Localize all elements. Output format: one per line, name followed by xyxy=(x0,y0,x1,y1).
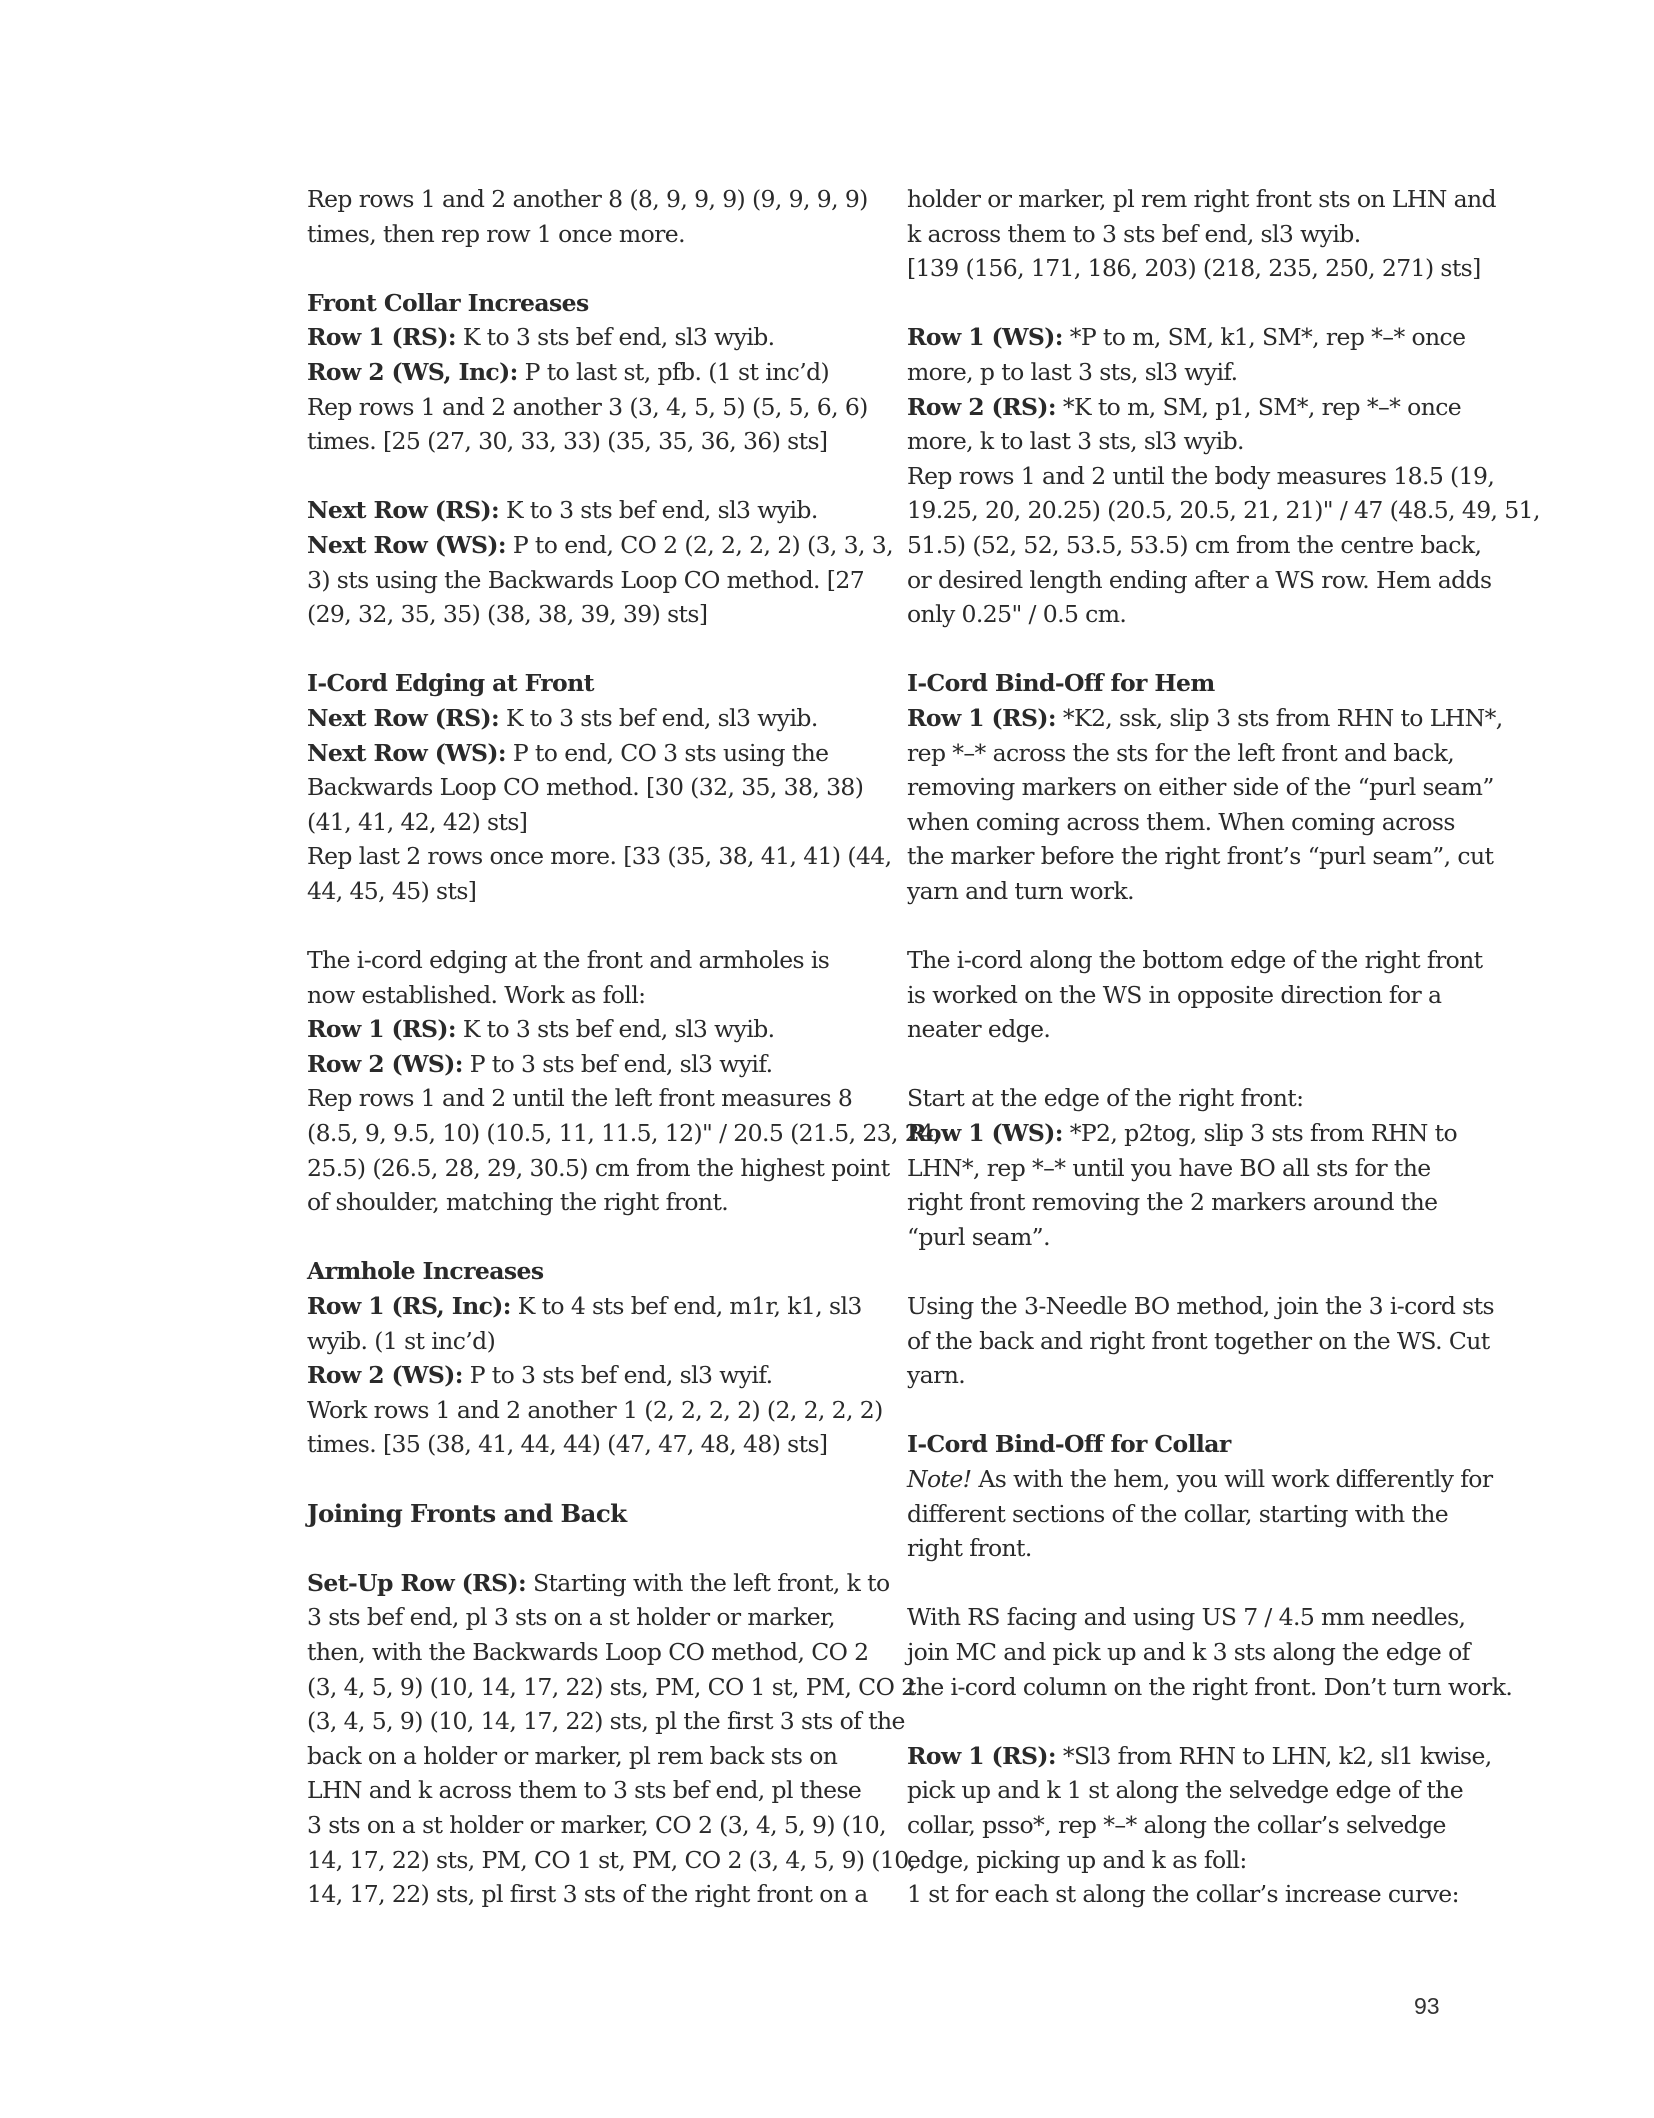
row-text: P to last st, pfb. (1 st inc’d) xyxy=(517,357,830,386)
text-line: holder or marker, pl rem right front sts on LHN and xyxy=(907,185,1496,213)
row-label: Next Row (WS): xyxy=(307,530,506,559)
text-line: 51.5) (52, 52, 53.5, 53.5) cm from the centre back, xyxy=(907,530,1482,559)
icord-front-rs xyxy=(307,701,842,736)
text-line: times, then rep row 1 once more. xyxy=(307,219,685,248)
text-line: times. [35 (38, 41, 44, 44) (47, 47, 48, 48) sts] xyxy=(307,1430,828,1459)
row-text: *P2, p2tog, slip 3 sts from RHN to xyxy=(1062,1119,1458,1148)
text-line: k across them to 3 sts bef end, sl3 wyib. xyxy=(907,219,1361,248)
row-label: Next Row (RS): xyxy=(307,703,500,732)
next-row-rs xyxy=(307,493,842,528)
text-line: join MC and pick up and k 3 sts along the edge of xyxy=(907,1637,1470,1666)
row-label: Row 1 (RS): xyxy=(307,1015,456,1044)
text-line: (3, 4, 5, 9) (10, 14, 17, 22) sts, pl the first 3 sts of the xyxy=(307,1707,905,1736)
front-collar-row1 xyxy=(307,320,842,355)
note-text: As with the hem, you will work differently for xyxy=(971,1464,1493,1493)
text-line: (8.5, 9, 9.5, 10) (10.5, 11, 11.5, 12)" / 20.5 (21.5, 23, 24, xyxy=(307,1119,941,1148)
hem-heading: I-Cord Bind-Off for Hem xyxy=(907,669,1215,698)
text-line: rep *–* across the sts for the left front and back, xyxy=(907,738,1455,767)
armhole-row1 xyxy=(307,1289,862,1324)
text-line: The i-cord edging at the front and armholes is xyxy=(307,946,830,975)
row-text: K to 3 sts bef end, sl3 wyib. xyxy=(499,703,818,732)
intro-paragraph xyxy=(307,182,868,251)
setup-row xyxy=(307,1566,890,1601)
text-line: only 0.25" / 0.5 cm. xyxy=(907,600,1127,629)
row-label: Row 1 (RS, Inc): xyxy=(307,1292,511,1320)
text-line: the marker before the right front’s “purl seam”, cut xyxy=(907,842,1494,871)
text-line: yarn and turn work. xyxy=(907,876,1135,905)
row-label: Row 2 (WS): xyxy=(307,1049,463,1078)
page-number: 93 xyxy=(1414,1993,1440,2019)
joining-heading: Joining Fronts and Back xyxy=(307,1498,627,1528)
row-label: Row 2 (WS): xyxy=(307,1361,463,1390)
hem-section xyxy=(907,666,1503,908)
row-label: Next Row (RS): xyxy=(307,496,500,525)
right-column xyxy=(907,182,1540,1946)
text-line: LHN and k across them to 3 sts bef end, pl these xyxy=(307,1776,862,1805)
row-text: K to 3 sts bef end, sl3 wyib. xyxy=(455,323,775,352)
row-text: P to end, CO 2 (2, 2, 2, 2) (3, 3, 3, xyxy=(505,530,893,559)
text-line: Backwards Loop CO method. [30 (32, 35, 38, 38) xyxy=(307,773,864,802)
text-line: collar, psso*, rep *–* along the collar’s selvedge xyxy=(907,1810,1446,1839)
text-line: edge, picking up and k as foll: xyxy=(907,1845,1247,1874)
text-line: Start at the edge of the right front: xyxy=(907,1084,1304,1113)
text-line: the i-cord column on the right front. Don’t turn work. xyxy=(907,1672,1513,1701)
joining-heading-block xyxy=(307,1497,842,1532)
collar-row1 xyxy=(907,1739,1492,1774)
collar-note xyxy=(907,1462,1493,1497)
row-label: Row 1 (WS): xyxy=(907,323,1063,352)
text-line: 3 sts on a st holder or marker, CO 2 (3, 4, 5, 9) (10, xyxy=(307,1810,886,1839)
body-row2 xyxy=(907,390,1462,425)
text-line: different sections of the collar, starting with the xyxy=(907,1499,1449,1528)
icord-front-section xyxy=(307,666,892,908)
text-line: Rep rows 1 and 2 another 8 (8, 9, 9, 9) (9, 9, 9, 9) xyxy=(307,185,868,213)
row-label: Next Row (WS): xyxy=(307,738,506,767)
front-collar-row2 xyxy=(307,355,842,390)
joining-section xyxy=(307,1566,916,1912)
row-label: Row 1 (RS): xyxy=(907,703,1056,732)
collar-row-section xyxy=(907,1739,1492,1912)
text-line: yarn. xyxy=(907,1361,966,1390)
collar-section xyxy=(907,1427,1493,1565)
text-line: [139 (156, 171, 186, 203) (218, 235, 250, 271) sts] xyxy=(907,254,1481,283)
text-line: then, with the Backwards Loop CO method, CO 2 xyxy=(307,1637,869,1666)
text-line: more, k to last 3 sts, sl3 wyib. xyxy=(907,427,1244,456)
text-line: is worked on the WS in opposite direction for a xyxy=(907,980,1442,1009)
row-label: Set-Up Row (RS): xyxy=(307,1568,527,1597)
front-collar-section xyxy=(307,286,868,459)
text-line: Using the 3-Needle BO method, join the 3 i-cord sts xyxy=(907,1292,1494,1320)
text-line: more, p to last 3 sts, sl3 wyif. xyxy=(907,357,1238,386)
row-text: *P to m, SM, k1, SM*, rep *–* once xyxy=(1062,323,1466,352)
text-line: 25.5) (26.5, 28, 29, 30.5) cm from the highest point xyxy=(307,1153,890,1182)
row-text: P to 3 sts bef end, sl3 wyif. xyxy=(462,1049,773,1078)
row-label: Row 1 (WS): xyxy=(907,1119,1063,1148)
pickup-paragraph xyxy=(907,1600,1513,1704)
text-line: 14, 17, 22) sts, pl first 3 sts of the right front on a xyxy=(307,1880,868,1909)
text-line: of the back and right front together on the WS. Cut xyxy=(907,1326,1490,1355)
next-rows-section xyxy=(307,493,893,631)
note-label: Note! xyxy=(907,1464,972,1493)
body-row1 xyxy=(907,320,1466,355)
text-line: “purl seam”. xyxy=(907,1222,1050,1251)
text-line: or desired length ending after a WS row. Hem adds xyxy=(907,565,1492,594)
row-text: P to 3 sts bef end, sl3 wyif. xyxy=(462,1361,773,1390)
text-line: 44, 45, 45) sts] xyxy=(307,876,477,905)
text-line: wyib. (1 st inc’d) xyxy=(307,1326,496,1355)
text-line: The i-cord along the bottom edge of the right front xyxy=(907,946,1483,975)
text-line: (29, 32, 35, 35) (38, 38, 39, 39) sts] xyxy=(307,600,708,629)
hem-row1 xyxy=(907,701,1503,736)
icord-front-heading: I-Cord Edging at Front xyxy=(307,669,594,698)
collar-heading: I-Cord Bind-Off for Collar xyxy=(907,1430,1231,1459)
armhole-row2 xyxy=(307,1358,842,1393)
start-edge-row1 xyxy=(907,1116,1458,1151)
text-line: Rep rows 1 and 2 another 3 (3, 4, 5, 5) (5, 5, 6, 6) xyxy=(307,392,868,421)
text-line: when coming across them. When coming across xyxy=(907,807,1455,836)
text-line: (3, 4, 5, 9) (10, 14, 17, 22) sts, PM, CO 1 st, PM, CO 2 xyxy=(307,1672,916,1701)
text-line: Rep rows 1 and 2 until the body measures 18.5 (19, xyxy=(907,461,1495,490)
text-line: back on a holder or marker, pl rem back sts on xyxy=(307,1741,838,1770)
text-line: Rep last 2 rows once more. [33 (35, 38, 41, 41) (44, xyxy=(307,842,892,871)
next-row-ws xyxy=(307,528,893,563)
text-line: of shoulder, matching the right front. xyxy=(307,1188,729,1217)
established-section xyxy=(307,943,941,1220)
row-label: Row 2 (WS, Inc): xyxy=(307,357,518,386)
text-line: Rep rows 1 and 2 until the left front measures 8 xyxy=(307,1084,853,1113)
text-line: pick up and k 1 st along the selvedge edge of the xyxy=(907,1776,1464,1805)
armhole-heading: Armhole Increases xyxy=(307,1257,544,1286)
row-text: K to 3 sts bef end, sl3 wyib. xyxy=(499,496,818,525)
continued-paragraph xyxy=(907,182,1496,286)
row-text: P to end, CO 3 sts using the xyxy=(505,738,829,767)
text-line: LHN*, rep *–* until you have BO all sts for the xyxy=(907,1153,1431,1182)
row-text: *Sl3 from RHN to LHN, k2, sl1 kwise, xyxy=(1055,1741,1492,1770)
text-line: 1 st for each st along the collar’s increase curve: xyxy=(907,1880,1459,1909)
established-row1 xyxy=(307,1012,842,1047)
text-line: right front. xyxy=(907,1534,1032,1563)
row-text: *K2, ssk, slip 3 sts from RHN to LHN*, xyxy=(1055,703,1503,732)
text-line: neater edge. xyxy=(907,1015,1051,1044)
text-line: (41, 41, 42, 42) sts] xyxy=(307,807,528,836)
body-rows-section xyxy=(907,320,1540,631)
front-collar-heading: Front Collar Increases xyxy=(307,288,589,317)
row-text: *K to m, SM, p1, SM*, rep *–* once xyxy=(1055,392,1462,421)
text-line: removing markers on either side of the “purl seam” xyxy=(907,773,1494,802)
text-line: now established. Work as foll: xyxy=(307,980,646,1009)
row-text: K to 3 sts bef end, sl3 wyib. xyxy=(455,1015,775,1044)
row-text: Starting with the left front, k to xyxy=(526,1568,890,1597)
three-needle-paragraph xyxy=(907,1289,1494,1393)
row-label: Row 2 (RS): xyxy=(907,392,1056,421)
text-line: 19.25, 20, 20.25) (20.5, 20.5, 21, 21)" / 47 (48.5, 49, 51, xyxy=(907,496,1540,525)
text-line: right front removing the 2 markers around the xyxy=(907,1188,1438,1217)
text-line: 3) sts using the Backwards Loop CO method. [27 xyxy=(307,565,865,594)
text-line: times. [25 (27, 30, 33, 33) (35, 35, 36, 36) sts] xyxy=(307,427,828,456)
start-edge-section xyxy=(907,1081,1458,1254)
text-line: 14, 17, 22) sts, PM, CO 1 st, PM, CO 2 (3, 4, 5, 9) (10, xyxy=(307,1845,916,1874)
row-label: Row 1 (RS): xyxy=(907,1741,1056,1770)
row-label: Row 1 (RS): xyxy=(307,323,456,352)
text-line: 3 sts bef end, pl 3 sts on a st holder or marker, xyxy=(307,1603,835,1632)
row-text: K to 4 sts bef end, m1r, k1, sl3 xyxy=(510,1292,862,1320)
icord-front-ws xyxy=(307,736,842,771)
text-line: Work rows 1 and 2 another 1 (2, 2, 2, 2) (2, 2, 2, 2) xyxy=(307,1395,883,1424)
armhole-section xyxy=(307,1254,883,1462)
bottom-edge-paragraph xyxy=(907,943,1483,1047)
established-row2 xyxy=(307,1047,842,1082)
text-line: With RS facing and using US 7 / 4.5 mm needles, xyxy=(907,1603,1466,1632)
